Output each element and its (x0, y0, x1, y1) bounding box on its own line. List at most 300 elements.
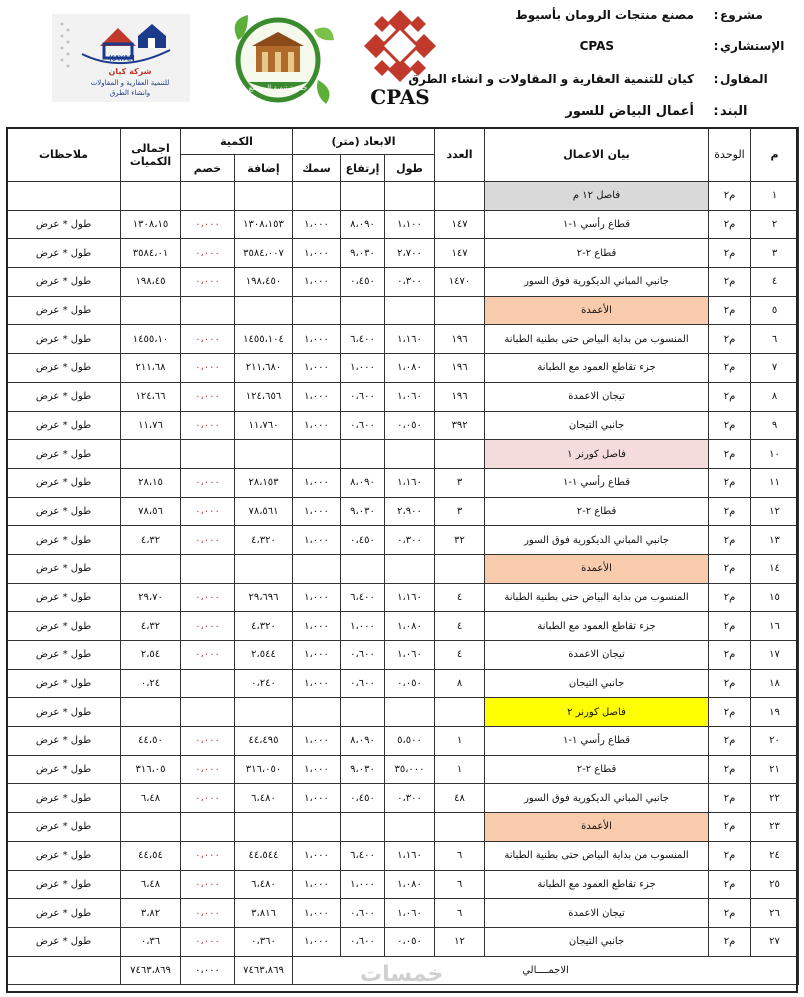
col-desc: بيان الاعمال (485, 128, 709, 182)
cell-deduct: ٠،٠٠٠ (181, 526, 235, 555)
cell-height: ٦،٤٠٠ (341, 841, 385, 870)
cell-thickness: ١،٠٠٠ (293, 583, 341, 612)
cell-deduct: ٠،٠٠٠ (181, 411, 235, 440)
cell-length: ٠،٠٥٠ (385, 411, 435, 440)
cell-deduct (181, 296, 235, 325)
cell-height: ١،٠٠٠ (341, 870, 385, 899)
contractor-row (0, 72, 804, 92)
cell-height: ١،٠٠٠ (341, 612, 385, 641)
cell-notes: طول * عرض (7, 325, 121, 354)
cell-unit: م٢ (709, 554, 751, 583)
table-row (7, 468, 799, 497)
cell-length (385, 813, 435, 842)
cell-height: ٠،٦٠٠ (341, 382, 385, 411)
cell-notes: طول * عرض (7, 841, 121, 870)
cell-height (341, 698, 385, 727)
table-body (7, 182, 799, 957)
cell-no: ٧ (751, 354, 799, 383)
cell-height: ٨،٠٩٠ (341, 210, 385, 239)
col-no: م (751, 128, 799, 182)
consultant-row (0, 39, 804, 59)
cell-no: ١١ (751, 468, 799, 497)
project-value: مصنع منتجات الرومان بأسيوط (515, 8, 694, 22)
cell-no: ٩ (751, 411, 799, 440)
cell-desc: قطاع ٢-٢ (485, 239, 709, 268)
cell-add: ٢،٥٤٤ (235, 641, 293, 670)
cell-unit: م٢ (709, 468, 751, 497)
cell-height: ١،٠٠٠ (341, 354, 385, 383)
table-row (7, 641, 799, 670)
cell-height (341, 296, 385, 325)
cell-add: ٦،٤٨٠ (235, 870, 293, 899)
table-row (7, 325, 799, 354)
cell-count (435, 813, 485, 842)
cell-desc: جزء تقاطع العمود مع الطبانة (485, 354, 709, 383)
cell-height: ٠،٦٠٠ (341, 411, 385, 440)
cell-no: ٢٢ (751, 784, 799, 813)
cell-no: ٢١ (751, 755, 799, 784)
cell-count (435, 554, 485, 583)
cell-count (435, 182, 485, 211)
cell-notes: طول * عرض (7, 554, 121, 583)
cell-desc: فاصل ١٢ م (485, 182, 709, 211)
cell-unit: م٢ (709, 296, 751, 325)
cell-add: ٣،٨١٦ (235, 899, 293, 928)
cell-deduct: ٠،٠٠٠ (181, 382, 235, 411)
cell-add: ٢١١،٦٨٠ (235, 354, 293, 383)
cell-total: ٣١٦،٠٥ (121, 755, 181, 784)
cell-unit: م٢ (709, 727, 751, 756)
cell-notes: طول * عرض (7, 612, 121, 641)
cell-deduct: ٠،٠٠٠ (181, 870, 235, 899)
cell-length (385, 554, 435, 583)
cell-height: ٨،٠٩٠ (341, 727, 385, 756)
cell-thickness (293, 698, 341, 727)
cell-notes: طول * عرض (7, 268, 121, 297)
cell-add (235, 296, 293, 325)
cell-notes: طول * عرض (7, 870, 121, 899)
col-total-qty: اجمالى الكميات (121, 128, 181, 182)
cell-desc: الأعمدة (485, 554, 709, 583)
cell-desc: فاصل كورنر ٢ (485, 698, 709, 727)
cell-count (435, 440, 485, 469)
cell-no: ٨ (751, 382, 799, 411)
cell-notes: طول * عرض (7, 411, 121, 440)
cell-deduct: ٠،٠٠٠ (181, 325, 235, 354)
cell-deduct (181, 440, 235, 469)
cell-thickness: ١،٠٠٠ (293, 497, 341, 526)
col-height: إرتفاع (341, 155, 385, 182)
cell-total: ١٣٠٨،١٥ (121, 210, 181, 239)
cell-length: ٠،٣٠٠ (385, 526, 435, 555)
cell-count: ١٤٧ (435, 239, 485, 268)
cell-desc: جانبي المباني الديكورية فوق السور (485, 268, 709, 297)
cell-unit: م٢ (709, 784, 751, 813)
colon: : (713, 72, 719, 86)
cell-total: ٢،٥٤ (121, 641, 181, 670)
item-value: أعمال البياض للسور (565, 104, 694, 119)
cell-desc: المنسوب من بداية البياض حتى بطنية الطبانة (485, 325, 709, 354)
cell-length: ١،١٦٠ (385, 841, 435, 870)
cell-unit: م٢ (709, 210, 751, 239)
cell-thickness: ١،٠٠٠ (293, 354, 341, 383)
svg-text:وانشاء الطرق: وانشاء الطرق (109, 89, 151, 97)
cell-add: ٣١٦،٠٥٠ (235, 755, 293, 784)
cell-length: ٣٥،٠٠٠ (385, 755, 435, 784)
cell-unit: م٢ (709, 182, 751, 211)
cell-no: ٦ (751, 325, 799, 354)
cell-length: ١،٠٦٠ (385, 382, 435, 411)
cell-desc: جانبي المباني الديكورية فوق السور (485, 526, 709, 555)
cell-add: ٢٨،١٥٣ (235, 468, 293, 497)
cell-desc: جزء تقاطع العمود مع الطبانة (485, 612, 709, 641)
table-row (7, 296, 799, 325)
cell-count: ١٤٧ (435, 210, 485, 239)
cell-thickness (293, 813, 341, 842)
cell-add: ٢٩،٦٩٦ (235, 583, 293, 612)
cell-total (121, 698, 181, 727)
cell-height (341, 182, 385, 211)
cell-add: ٠،٣٦٠ (235, 927, 293, 956)
cell-notes: طول * عرض (7, 382, 121, 411)
cell-notes: طول * عرض (7, 440, 121, 469)
cell-notes: طول * عرض (7, 784, 121, 813)
table-row (7, 899, 799, 928)
consultant-value: CPAS (579, 39, 614, 53)
cell-notes: طول * عرض (7, 755, 121, 784)
cell-no: ١٤ (751, 554, 799, 583)
cell-count: ٣٩٢ (435, 411, 485, 440)
cell-thickness: ١،٠٠٠ (293, 641, 341, 670)
col-deduct: خصم (181, 155, 235, 182)
cell-add: ١٣٠٨،١٥٣ (235, 210, 293, 239)
cell-no: ١٠ (751, 440, 799, 469)
cell-length: ١،١٦٠ (385, 583, 435, 612)
totals-add: ٧٤٦٣،٨٦٩ (235, 956, 293, 985)
cell-unit: م٢ (709, 612, 751, 641)
cell-thickness: ١،٠٠٠ (293, 468, 341, 497)
cell-notes: طول * عرض (7, 641, 121, 670)
cell-total (121, 554, 181, 583)
cell-unit: م٢ (709, 411, 751, 440)
cell-thickness (293, 182, 341, 211)
cell-notes: طول * عرض (7, 497, 121, 526)
cell-desc: قطاع ٢-٢ (485, 497, 709, 526)
cell-total: ٢٨،١٥ (121, 468, 181, 497)
cell-deduct: ٠،٠٠٠ (181, 841, 235, 870)
cell-deduct: ٠،٠٠٠ (181, 784, 235, 813)
project-label: مشروع (720, 8, 763, 22)
cell-length (385, 698, 435, 727)
totals-total: ٧٤٦٣،٨٦٩ (121, 956, 181, 985)
cell-unit: م٢ (709, 440, 751, 469)
colon: : (713, 8, 719, 22)
table-row (7, 727, 799, 756)
cell-length: ١،٠٨٠ (385, 870, 435, 899)
cell-height: ٩،٠٣٠ (341, 755, 385, 784)
cell-unit: م٢ (709, 583, 751, 612)
cell-thickness: ١،٠٠٠ (293, 325, 341, 354)
cell-no: ٢٤ (751, 841, 799, 870)
quantities-table (6, 127, 799, 985)
totals-notes (7, 956, 121, 985)
cell-total: ٦،٤٨ (121, 784, 181, 813)
cell-total: ٢٩،٧٠ (121, 583, 181, 612)
cell-unit: م٢ (709, 669, 751, 698)
cell-thickness: ١،٠٠٠ (293, 755, 341, 784)
cell-total: ٤،٣٢ (121, 526, 181, 555)
cell-notes: طول * عرض (7, 583, 121, 612)
item-row (0, 104, 804, 124)
svg-text:جمعية تنمية المجتمع: جمعية تنمية المجتمع (248, 84, 308, 92)
table-row (7, 870, 799, 899)
cell-desc: قطاع رأسي ١-١ (485, 727, 709, 756)
cell-count: ٤ (435, 641, 485, 670)
cell-deduct: ٠،٠٠٠ (181, 641, 235, 670)
cell-thickness: ١،٠٠٠ (293, 612, 341, 641)
cell-no: ١٣ (751, 526, 799, 555)
table-row (7, 210, 799, 239)
cell-desc: قطاع ٢-٢ (485, 755, 709, 784)
totals-label: الاجمــــالي (293, 956, 799, 985)
cell-deduct (181, 669, 235, 698)
cell-count: ٨ (435, 669, 485, 698)
cell-desc: تيجان الاعمدة (485, 382, 709, 411)
cell-deduct: ٠،٠٠٠ (181, 583, 235, 612)
colon: : (713, 104, 719, 119)
cell-thickness: ١،٠٠٠ (293, 239, 341, 268)
cell-total: ٤٤،٥٠ (121, 727, 181, 756)
cell-length: ١،٠٨٠ (385, 612, 435, 641)
cell-add: ٧٨،٥٦١ (235, 497, 293, 526)
cell-desc: فاصل كورنر ١ (485, 440, 709, 469)
cell-height (341, 554, 385, 583)
cell-desc: جانبي التيجان (485, 411, 709, 440)
table-row (7, 755, 799, 784)
col-qty: الكمية (181, 128, 293, 155)
cell-desc: جانبي المباني الديكورية فوق السور (485, 784, 709, 813)
cell-count: ٣ (435, 497, 485, 526)
cell-unit: م٢ (709, 841, 751, 870)
cell-height (341, 440, 385, 469)
cell-desc: الأعمدة (485, 813, 709, 842)
cell-add: ١٢٤،٦٥٦ (235, 382, 293, 411)
cell-total: ٤٤،٥٤ (121, 841, 181, 870)
contractor-label: المقاول (720, 72, 768, 86)
cell-length: ٠،٠٥٠ (385, 669, 435, 698)
table-row (7, 698, 799, 727)
watermark: خمسات (360, 962, 444, 987)
cell-desc: قطاع رأسي ١-١ (485, 468, 709, 497)
cell-no: ٣ (751, 239, 799, 268)
cell-height: ٠،٦٠٠ (341, 669, 385, 698)
svg-text:شركة كيان: شركة كيان (108, 67, 152, 76)
cell-unit: م٢ (709, 927, 751, 956)
col-thickness: سمك (293, 155, 341, 182)
table-row (7, 182, 799, 211)
cell-count: ٣٢ (435, 526, 485, 555)
cell-count (435, 296, 485, 325)
cell-add: ٤٤،٤٩٥ (235, 727, 293, 756)
document-header (0, 0, 804, 126)
cell-notes: طول * عرض (7, 526, 121, 555)
cell-length: ٥،٥٠٠ (385, 727, 435, 756)
table-row (7, 554, 799, 583)
cell-deduct: ٠،٠٠٠ (181, 612, 235, 641)
cell-add: ١٩٨،٤٥٠ (235, 268, 293, 297)
cell-desc: الأعمدة (485, 296, 709, 325)
cell-desc: جانبي التيجان (485, 669, 709, 698)
cell-total (121, 813, 181, 842)
cell-unit: م٢ (709, 641, 751, 670)
cell-height (341, 813, 385, 842)
cell-total: ١٩٨،٤٥ (121, 268, 181, 297)
cell-desc: تيجان الاعمدة (485, 899, 709, 928)
cell-deduct: ٠،٠٠٠ (181, 210, 235, 239)
cell-deduct: ٠،٠٠٠ (181, 239, 235, 268)
cell-height: ٩،٠٣٠ (341, 497, 385, 526)
cell-no: ١ (751, 182, 799, 211)
cell-length (385, 440, 435, 469)
project-row (0, 8, 804, 28)
cell-notes: طول * عرض (7, 354, 121, 383)
cell-total: ٠،٢٤ (121, 669, 181, 698)
cell-height: ٠،٤٥٠ (341, 268, 385, 297)
cell-height: ٨،٠٩٠ (341, 468, 385, 497)
cell-notes: طول * عرض (7, 813, 121, 842)
cell-count: ٦ (435, 841, 485, 870)
table-row (7, 813, 799, 842)
cell-add: ٣٥٨٤،٠٠٧ (235, 239, 293, 268)
cell-deduct: ٠،٠٠٠ (181, 268, 235, 297)
cell-add: ١١،٧٦٠ (235, 411, 293, 440)
table-row (7, 239, 799, 268)
cell-total: ٣،٨٢ (121, 899, 181, 928)
cell-notes: طول * عرض (7, 927, 121, 956)
cell-desc: جانبي التيجان (485, 927, 709, 956)
table-row (7, 841, 799, 870)
cell-add: ٤٤،٥٤٤ (235, 841, 293, 870)
cell-thickness (293, 554, 341, 583)
cell-unit: م٢ (709, 382, 751, 411)
cell-no: ١٦ (751, 612, 799, 641)
cell-count: ٦ (435, 870, 485, 899)
table-row (7, 583, 799, 612)
table-row (7, 784, 799, 813)
cell-total: ٢١١،٦٨ (121, 354, 181, 383)
cell-thickness: ١،٠٠٠ (293, 927, 341, 956)
svg-text:للتنمية العقارية و المقاولات: للتنمية العقارية و المقاولات (90, 79, 170, 87)
table-row (7, 927, 799, 956)
cell-count: ٣ (435, 468, 485, 497)
cell-deduct: ٠،٠٠٠ (181, 468, 235, 497)
cell-total (121, 182, 181, 211)
cell-height: ٠،٦٠٠ (341, 899, 385, 928)
svg-text:KAYAN: KAYAN (109, 54, 135, 63)
cell-thickness: ١،٠٠٠ (293, 210, 341, 239)
cell-desc: جزء تقاطع العمود مع الطبانة (485, 870, 709, 899)
cell-no: ٥ (751, 296, 799, 325)
cell-no: ٢٧ (751, 927, 799, 956)
cell-total: ٠،٣٦ (121, 927, 181, 956)
cell-count: ١٩٦ (435, 325, 485, 354)
cell-length: ٢،٩٠٠ (385, 497, 435, 526)
cell-no: ١٢ (751, 497, 799, 526)
cell-add: ١٤٥٥،١٠٤ (235, 325, 293, 354)
cell-count: ٤ (435, 583, 485, 612)
cell-no: ١٧ (751, 641, 799, 670)
col-add: إضافة (235, 155, 293, 182)
cell-notes: طول * عرض (7, 669, 121, 698)
cell-thickness: ١،٠٠٠ (293, 899, 341, 928)
cell-deduct: ٠،٠٠٠ (181, 755, 235, 784)
cell-count: ١٢ (435, 927, 485, 956)
cell-length: ١،١٦٠ (385, 325, 435, 354)
cell-unit: م٢ (709, 497, 751, 526)
cell-unit: م٢ (709, 526, 751, 555)
cell-no: ٢٦ (751, 899, 799, 928)
cell-unit: م٢ (709, 870, 751, 899)
cell-unit: م٢ (709, 813, 751, 842)
table-row (7, 440, 799, 469)
cell-add: ٤،٣٢٠ (235, 526, 293, 555)
cell-notes: طول * عرض (7, 468, 121, 497)
cell-total: ٦،٤٨ (121, 870, 181, 899)
cell-length: ١،١٠٠ (385, 210, 435, 239)
table-row (7, 268, 799, 297)
cell-deduct (181, 813, 235, 842)
cell-notes: طول * عرض (7, 727, 121, 756)
cell-deduct (181, 182, 235, 211)
cell-unit: م٢ (709, 899, 751, 928)
table-row (7, 354, 799, 383)
cell-unit: م٢ (709, 239, 751, 268)
table-row (7, 497, 799, 526)
cell-deduct: ٠،٠٠٠ (181, 899, 235, 928)
cell-thickness: ١،٠٠٠ (293, 727, 341, 756)
cell-count: ١٩٦ (435, 382, 485, 411)
cell-total (121, 296, 181, 325)
cell-add: ٦،٤٨٠ (235, 784, 293, 813)
cell-no: ٢٠ (751, 727, 799, 756)
col-notes: ملاحظات (7, 128, 121, 182)
table-row (7, 411, 799, 440)
cell-no: ٢ (751, 210, 799, 239)
cell-height: ٠،٤٥٠ (341, 784, 385, 813)
cell-notes: طول * عرض (7, 899, 121, 928)
cell-desc: المنسوب من بداية البياض حتى بطنية الطبانة (485, 583, 709, 612)
cell-deduct: ٠،٠٠٠ (181, 927, 235, 956)
colon: : (713, 39, 719, 53)
cell-add (235, 554, 293, 583)
cell-no: ٢٥ (751, 870, 799, 899)
cell-length (385, 296, 435, 325)
cell-length: ٢،٧٠٠ (385, 239, 435, 268)
cell-height: ٠،٦٠٠ (341, 641, 385, 670)
cell-notes: طول * عرض (7, 698, 121, 727)
contractor-value: كيان للتنمية العقارية و المقاولات و انشاء الطرق (408, 72, 694, 86)
cell-add (235, 182, 293, 211)
cell-notes: طول * عرض (7, 210, 121, 239)
cell-thickness: ١،٠٠٠ (293, 669, 341, 698)
cell-add (235, 813, 293, 842)
cell-total (121, 440, 181, 469)
cell-count: ٤٨ (435, 784, 485, 813)
table-row (7, 382, 799, 411)
cell-height: ٠،٤٥٠ (341, 526, 385, 555)
col-unit: الوحدة (709, 128, 751, 182)
cell-length: ١،٠٦٠ (385, 641, 435, 670)
